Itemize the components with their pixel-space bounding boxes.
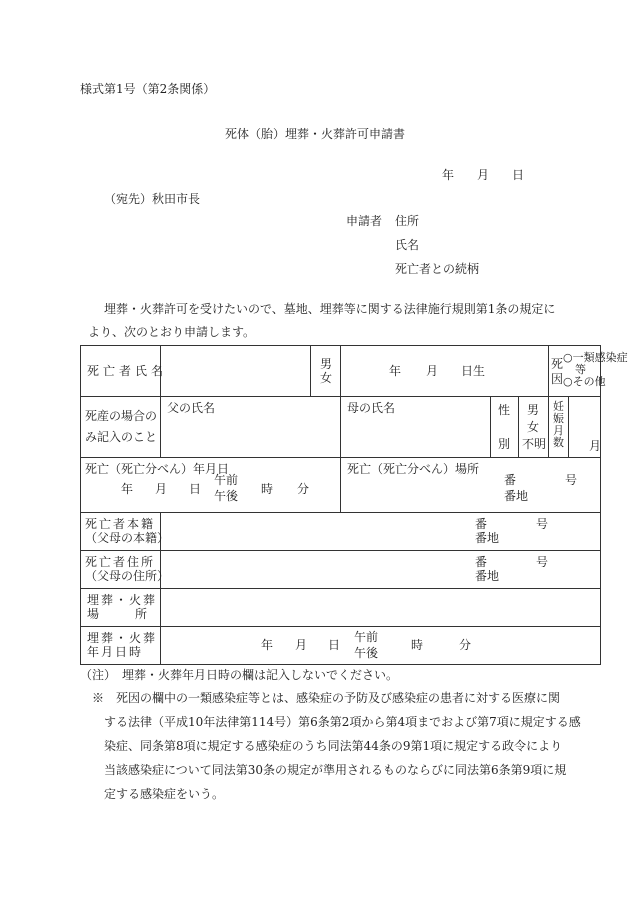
cause-option-2[interactable]: ○その他	[563, 375, 606, 388]
honseki-go: 号	[536, 517, 549, 531]
cause-option-1[interactable]: ○一類感染症	[563, 351, 628, 364]
sex-female: 女	[320, 371, 333, 385]
applicant-label: 申請者	[346, 214, 383, 228]
applicant-relation-label: 死亡者との続柄	[395, 262, 480, 276]
death-place-label: 死亡（死亡分べん）場所	[347, 462, 480, 476]
death-place-go: 号	[565, 473, 578, 487]
cause-label-2: 因	[551, 372, 564, 386]
stillbirth-sex-male[interactable]: 男	[527, 403, 540, 417]
death-pm[interactable]: 午後	[214, 489, 239, 503]
stillbirth-sex-unknown[interactable]: 不明	[522, 437, 547, 451]
mother-name-label: 母の氏名	[347, 401, 396, 415]
father-name-label: 父の氏名	[167, 401, 216, 415]
honseki-label-2: （父母の本籍）	[85, 531, 170, 545]
sex-male: 男	[320, 357, 333, 371]
stillbirth-sex-female[interactable]: 女	[527, 420, 540, 434]
row-stillbirth	[81, 397, 601, 458]
burial-minute: 分	[459, 638, 472, 652]
burial-time-label-1: 埋葬・火葬	[87, 631, 158, 645]
burial-pm[interactable]: 午後	[354, 646, 379, 660]
burial-place-field[interactable]	[161, 589, 601, 627]
row-honseki	[81, 513, 601, 551]
stillbirth-label-1: 死産の場合の	[85, 409, 158, 423]
dob-month: 月	[426, 364, 439, 378]
death-hour: 時	[261, 482, 274, 496]
deceased-name-label: 死亡者氏名	[87, 364, 168, 378]
honseki-ban: 番	[475, 517, 488, 531]
pregnancy-label-1: 妊	[553, 400, 565, 413]
burial-time-label-2: 年月日時	[87, 645, 144, 659]
honseki-banchi: 番地	[475, 531, 500, 545]
remark-line-3: 染症、同条第8項に規定する感染症のうち同法第44条の9第1項に規定する政令により	[104, 739, 563, 753]
dob-day: 日生	[461, 364, 486, 378]
burial-day: 日	[328, 638, 341, 652]
deceased-name-field[interactable]	[161, 346, 311, 397]
note: （注） 埋葬・火葬年月日時の欄は記入しないでください。	[80, 668, 399, 682]
addressee: （宛先）秋田市長	[104, 192, 201, 206]
cause-option-1b: 等	[575, 363, 587, 376]
burial-place-label-1: 埋葬・火葬	[87, 593, 158, 607]
burial-year: 年	[261, 638, 274, 652]
intro-line-2: より、次のとおり申請します。	[88, 325, 256, 339]
burial-place-label-2: 場 所	[87, 607, 148, 621]
death-month: 月	[155, 482, 168, 496]
death-place-banchi: 番地	[504, 489, 529, 503]
death-minute: 分	[297, 482, 310, 496]
remark-line-2: する法律（平成10年法律第114号）第6条第2項から第4項までおよび第7項に規定する感	[104, 715, 581, 729]
burial-am[interactable]: 午前	[354, 630, 379, 644]
pregnancy-label-4: 数	[553, 436, 565, 449]
cause-label-1: 死	[551, 357, 564, 371]
remark-line-5: 定する感染症をいう。	[104, 787, 225, 801]
burial-hour: 時	[411, 638, 424, 652]
death-year: 年	[121, 482, 134, 496]
death-place-ban: 番	[504, 473, 517, 487]
date-day: 日	[512, 168, 525, 182]
row-death-time-place	[81, 458, 601, 513]
row-jusho	[81, 551, 601, 589]
pregnancy-label-2: 娠	[553, 412, 565, 425]
jusho-banchi: 番地	[475, 569, 500, 583]
stillbirth-label-2: み記入のこと	[85, 430, 158, 444]
application-table	[80, 345, 628, 665]
jusho-go: 号	[536, 555, 549, 569]
remark-line-1: ※ 死因の欄中の一類感染症等とは、感染症の予防及び感染症の患者に対する医療に関	[92, 691, 561, 705]
intro-line-1: 埋葬・火葬許可を受けたいので、墓地、埋葬等に関する法律施行規則第1条の規定に	[104, 302, 556, 316]
sex-col-label-1: 性	[498, 403, 511, 417]
jusho-ban: 番	[475, 555, 488, 569]
jusho-label-2: （父母の住所）	[85, 569, 170, 583]
jusho-label-1: 死亡者住所	[85, 555, 156, 569]
date-year: 年	[442, 168, 455, 182]
form-number: 様式第1号（第2条関係）	[80, 82, 216, 96]
applicant-address-label: 住所	[395, 214, 420, 228]
honseki-label-1: 死亡者本籍	[85, 517, 156, 531]
row-burial-time	[81, 627, 601, 665]
pregnancy-month-unit: 月	[589, 439, 602, 453]
pregnancy-label-3: 月	[553, 424, 565, 437]
death-datetime-label: 死亡（死亡分べん）年月日	[85, 462, 230, 476]
sex-col-label-2: 別	[498, 437, 511, 451]
applicant-name-label: 氏名	[395, 238, 420, 252]
remark-line-4: 当該感染症について同法第30条の規定が準用されるものならびに同法第6条第9項に規	[104, 763, 567, 777]
date-month: 月	[477, 168, 490, 182]
death-am[interactable]: 午前	[214, 473, 239, 487]
death-day: 日	[189, 482, 202, 496]
row-deceased	[81, 346, 601, 397]
row-burial-place	[81, 589, 601, 627]
burial-month: 月	[295, 638, 308, 652]
dob-year: 年	[389, 364, 402, 378]
page-title: 死体（胎）埋葬・火葬許可申請書	[224, 127, 405, 141]
